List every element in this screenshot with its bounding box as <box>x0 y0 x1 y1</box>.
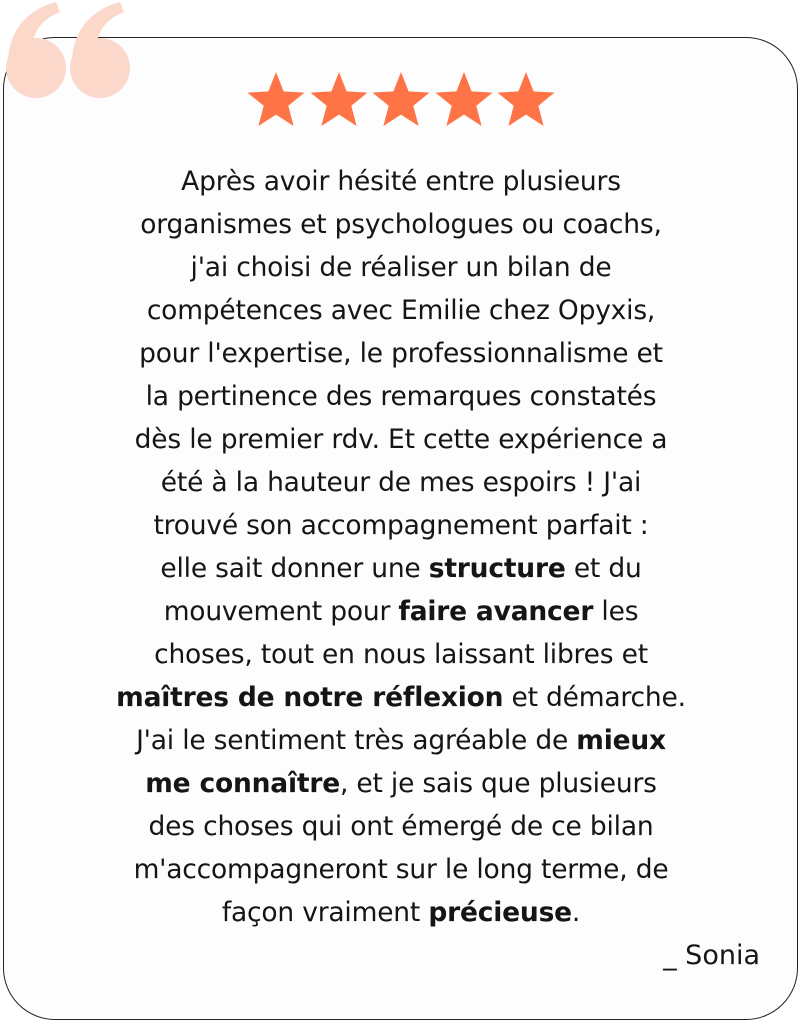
text-segment: la pertinence des remarques constatés <box>145 381 657 412</box>
text-segment: j'ai choisi de réaliser un bilan de <box>190 252 612 283</box>
testimonial-line <box>52 719 750 762</box>
testimonial-line <box>52 160 750 203</box>
text-segment: Après avoir hésité entre plusieurs <box>181 166 621 197</box>
testimonial-author: _ Sonia <box>663 940 760 971</box>
text-segment: été à la hauteur de mes espoirs ! J'ai <box>160 467 642 498</box>
testimonial-line <box>52 203 750 246</box>
testimonial-line <box>52 289 750 332</box>
testimonial-line <box>52 332 750 375</box>
text-segment: trouvé son accompagnement parfait : <box>153 510 649 541</box>
testimonial-line <box>52 590 750 633</box>
emphasis-text: structure <box>428 553 566 584</box>
testimonial-line <box>52 418 750 461</box>
testimonial-line <box>52 848 750 891</box>
star-icon <box>246 70 306 128</box>
text-segment: façon vraiment <box>221 897 429 928</box>
emphasis-text: faire avancer <box>398 596 594 627</box>
testimonial-line <box>52 762 750 805</box>
testimonial-line <box>52 891 750 934</box>
testimonial-line <box>52 805 750 848</box>
text-segment: et du <box>565 553 642 584</box>
star-icon <box>371 70 431 128</box>
text-segment: m'accompagneront sur le long terme, de <box>133 854 669 885</box>
quote-mark-icon <box>2 0 134 102</box>
emphasis-text: mieux <box>576 725 666 756</box>
testimonial-line <box>52 676 750 719</box>
text-segment: pour l'expertise, le professionnalisme et <box>139 338 663 369</box>
star-icon <box>434 70 494 128</box>
text-segment: des choses qui ont émergé de ce bilan <box>148 811 654 842</box>
emphasis-text: maîtres de notre réflexion <box>116 682 504 713</box>
emphasis-text: précieuse <box>428 897 572 928</box>
rating-stars <box>246 70 556 130</box>
text-segment: organismes et psychologues ou coachs, <box>140 209 662 240</box>
text-segment: elle sait donner une <box>160 553 429 584</box>
emphasis-text: me connaître <box>145 768 340 799</box>
text-segment: les <box>593 596 639 627</box>
testimonial-line <box>52 246 750 289</box>
text-segment: choses, tout en nous laissant libres et <box>154 639 648 670</box>
text-segment: mouvement pour <box>163 596 399 627</box>
testimonial-line <box>52 461 750 504</box>
testimonial-line <box>52 504 750 547</box>
text-segment: dès le premier rdv. Et cette expérience a <box>134 424 668 455</box>
star-icon <box>496 70 556 128</box>
star-icon <box>309 70 369 128</box>
testimonial-line <box>52 375 750 418</box>
text-segment: compétences avec Emilie chez Opyxis, <box>146 295 656 326</box>
text-segment: J'ai le sentiment très agréable de <box>136 725 577 756</box>
text-segment: . <box>571 897 581 928</box>
testimonial-text <box>52 160 750 934</box>
text-segment: et démarche. <box>503 682 686 713</box>
testimonial-line <box>52 633 750 676</box>
testimonial-line <box>52 547 750 590</box>
text-segment: , et je sais que plusieurs <box>339 768 657 799</box>
